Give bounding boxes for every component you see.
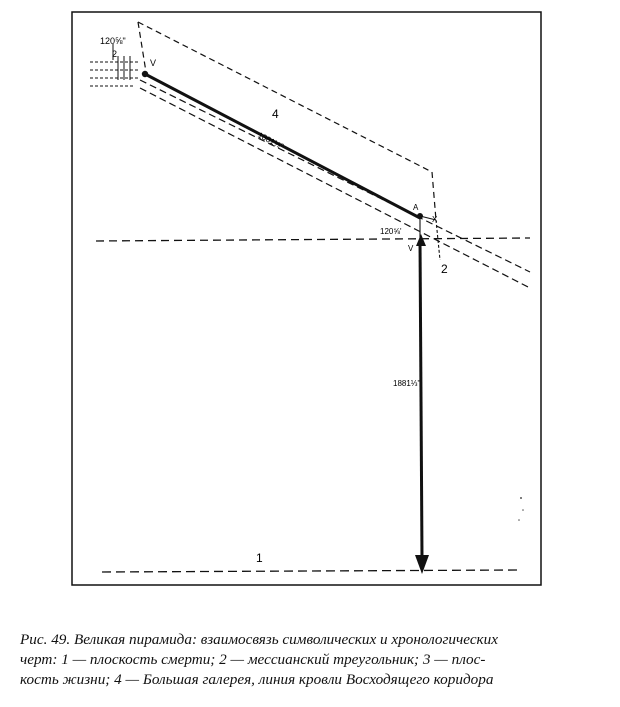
plane-life-line [96, 238, 530, 241]
figure-caption [20, 630, 615, 690]
label-top-height: 120⅝" [100, 36, 126, 46]
diagram-frame [72, 12, 541, 585]
label-plane-death: 1 [256, 551, 263, 565]
label-vertical-length: 1881⅓" [393, 379, 421, 388]
mid-arrowhead [416, 234, 426, 246]
caption-line-1: Рис. 49. Великая пирамида: взаимосвязь символических и хронологических [20, 631, 498, 648]
label-point-v-mid: V [408, 244, 414, 253]
label-messianic-triangle: 2 [441, 262, 448, 276]
label-gallery: 4 [272, 107, 279, 121]
label-mid-height: 120⅝' [380, 227, 402, 236]
floor-lines [140, 80, 530, 288]
label-top-2: 2 [112, 49, 118, 59]
gallery-outline [138, 22, 436, 220]
label-point-v-top: V [150, 58, 157, 68]
plane-death-line [102, 570, 518, 572]
caption-line-3: кость жизни; 4 — Большая галерея, линия кровли Восходящего коридора [20, 671, 494, 688]
vertical-line [420, 240, 422, 558]
point-v-top-dot [142, 71, 148, 77]
scan-specks [518, 497, 524, 521]
vertical-arrowhead [415, 555, 429, 574]
label-gallery-length: 1881⅓" [256, 130, 285, 151]
label-point-a: A [413, 203, 419, 212]
caption-line-2: черт: 1 — плоскость смерти; 2 — мессианский треугольник; 3 — плос- [20, 651, 486, 668]
label-point-x: X [432, 215, 438, 224]
